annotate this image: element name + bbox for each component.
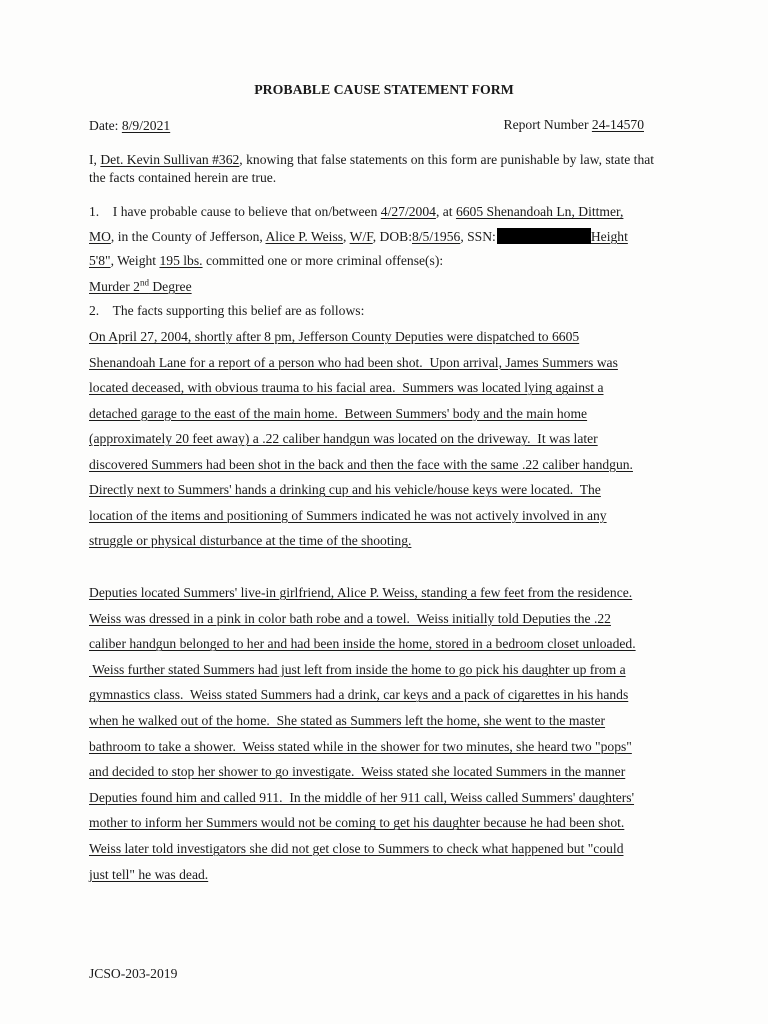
paragraph-line: Deputies located Summers' live-in girlfriend, Alice P. Weiss, standing a few feet from the residence. bbox=[89, 585, 633, 600]
paragraph-line: Directly next to Summers' hands a drinking cup and his vehicle/house keys were located. The bbox=[89, 482, 601, 497]
paragraph-line: struggle or physical disturbance at the time of the shooting. bbox=[89, 533, 412, 548]
offense-address: 6605 Shenandoah Ln, Dittmer, bbox=[455, 204, 624, 219]
offense-date: 4/27/2004 bbox=[380, 204, 436, 219]
paragraph-line: and decided to stop her shower to go investigate. Weiss stated she located Summers in the manner bbox=[89, 764, 626, 780]
offense-charge bbox=[89, 278, 192, 296]
report-number-value: 24-14570 bbox=[591, 117, 644, 132]
form-title: PROBABLE CAUSE STATEMENT FORM bbox=[254, 82, 514, 97]
intro-line-2: the facts contained herein are true. bbox=[89, 170, 277, 185]
item1-text-a: I have probable cause to believe that on/between bbox=[112, 204, 378, 219]
paragraph-line: gymnastics class. Weiss stated Summers had a drink, car keys and a pack of cigarettes in his hands bbox=[89, 687, 629, 703]
offense-state: MO bbox=[89, 229, 111, 244]
height-label: Height bbox=[590, 229, 628, 244]
subject-race-sex: W/F bbox=[349, 229, 373, 244]
paragraph-line: On April 27, 2004, shortly after 8 pm, Jefferson County Deputies were dispatched to 6605 bbox=[89, 329, 580, 344]
paragraph-line: when he walked out of the home. She stated as Summers left the home, she went to the master bbox=[89, 713, 606, 728]
offense-charge-sup: nd bbox=[139, 277, 149, 288]
paragraph-line: just tell" he was dead. bbox=[89, 866, 209, 882]
ssn-redaction-box bbox=[497, 228, 591, 244]
subject-dob: 8/5/1956 bbox=[411, 229, 461, 244]
paragraph-line: located deceased, with obvious trauma to his facial area. Summers was located lying against a bbox=[89, 380, 604, 395]
paragraph-line: detached garage to the east of the main home. Between Summers' body and the main home bbox=[89, 405, 588, 421]
item1-text-d: committed one or more criminal offense(s): bbox=[205, 253, 444, 268]
dob-label: , DOB: bbox=[372, 229, 412, 244]
paragraph-line: Shenandoah Lane for a report of a person who had been shot. Upon arrival, James Summers was bbox=[89, 354, 618, 370]
item1-text-c: , in the County of Jefferson, bbox=[110, 229, 263, 244]
paragraph-line: Deputies found him and called 911. In the middle of her 911 call, Weiss called Summers' daughters' bbox=[89, 789, 635, 805]
report-number-line bbox=[504, 117, 644, 133]
officer-name: Det. Kevin Sullivan #362 bbox=[100, 152, 240, 167]
item1-line-3 bbox=[89, 252, 443, 270]
intro-prefix: I, bbox=[89, 152, 97, 167]
paragraph-line: (approximately 20 feet away) a .22 caliber handgun was located on the driveway. It was later bbox=[89, 431, 598, 446]
subject-height: 5'8" bbox=[89, 253, 111, 268]
separator: , bbox=[343, 229, 347, 244]
item1-text-b: , at bbox=[435, 204, 453, 219]
paragraph-line: bathroom to take a shower. Weiss stated while in the shower for two minutes, she heard two "pops" bbox=[89, 738, 632, 754]
subject-weight: 195 lbs. bbox=[159, 253, 203, 268]
item1-line-1 bbox=[89, 203, 623, 221]
date-line bbox=[89, 117, 170, 135]
item2-text: The facts supporting this belief are as follows: bbox=[112, 303, 365, 318]
intro-line-1 bbox=[89, 151, 654, 169]
item1-number: 1. bbox=[89, 204, 100, 219]
intro-rest: , knowing that false statements on this form are punishable by law, state that bbox=[239, 152, 655, 167]
subject-name: Alice P. Weiss bbox=[265, 229, 344, 244]
paragraph-line: caliber handgun belonged to her and had been inside the home, stored in a bedroom closet unloaded. bbox=[89, 636, 636, 652]
form-code: JCSO-203-2019 bbox=[89, 966, 178, 981]
paragraph-line: discovered Summers had been shot in the back and then the face with the same .22 caliber handgun. bbox=[89, 456, 633, 472]
report-number-label: Report Number bbox=[503, 117, 589, 132]
item1-line-2 bbox=[89, 228, 628, 246]
weight-label: , Weight bbox=[110, 253, 157, 268]
item2-number: 2. bbox=[89, 303, 100, 318]
ssn-label: , SSN: bbox=[460, 229, 496, 244]
paragraph-line: mother to inform her Summers would not be coming to get his daughter because he had been shot. bbox=[89, 815, 625, 831]
paragraph-line: Weiss was dressed in a pink in color bath robe and a towel. Weiss initially told Deputies the .22 bbox=[89, 610, 611, 626]
date-label: Date: bbox=[89, 118, 119, 133]
paragraph-line: location of the items and positioning of Summers indicated he was not actively involved in any bbox=[89, 507, 607, 523]
paragraph-line: Weiss further stated Summers had just left from inside the home to go pick his daughter up from a bbox=[89, 661, 626, 677]
offense-charge-a: Murder 2 bbox=[89, 279, 140, 294]
offense-charge-b: Degree bbox=[148, 279, 192, 294]
paragraph-line: Weiss later told investigators she did not get close to Summers to check what happened but "could bbox=[89, 841, 624, 856]
date-value: 8/9/2021 bbox=[121, 118, 171, 133]
item2-line bbox=[89, 302, 364, 320]
